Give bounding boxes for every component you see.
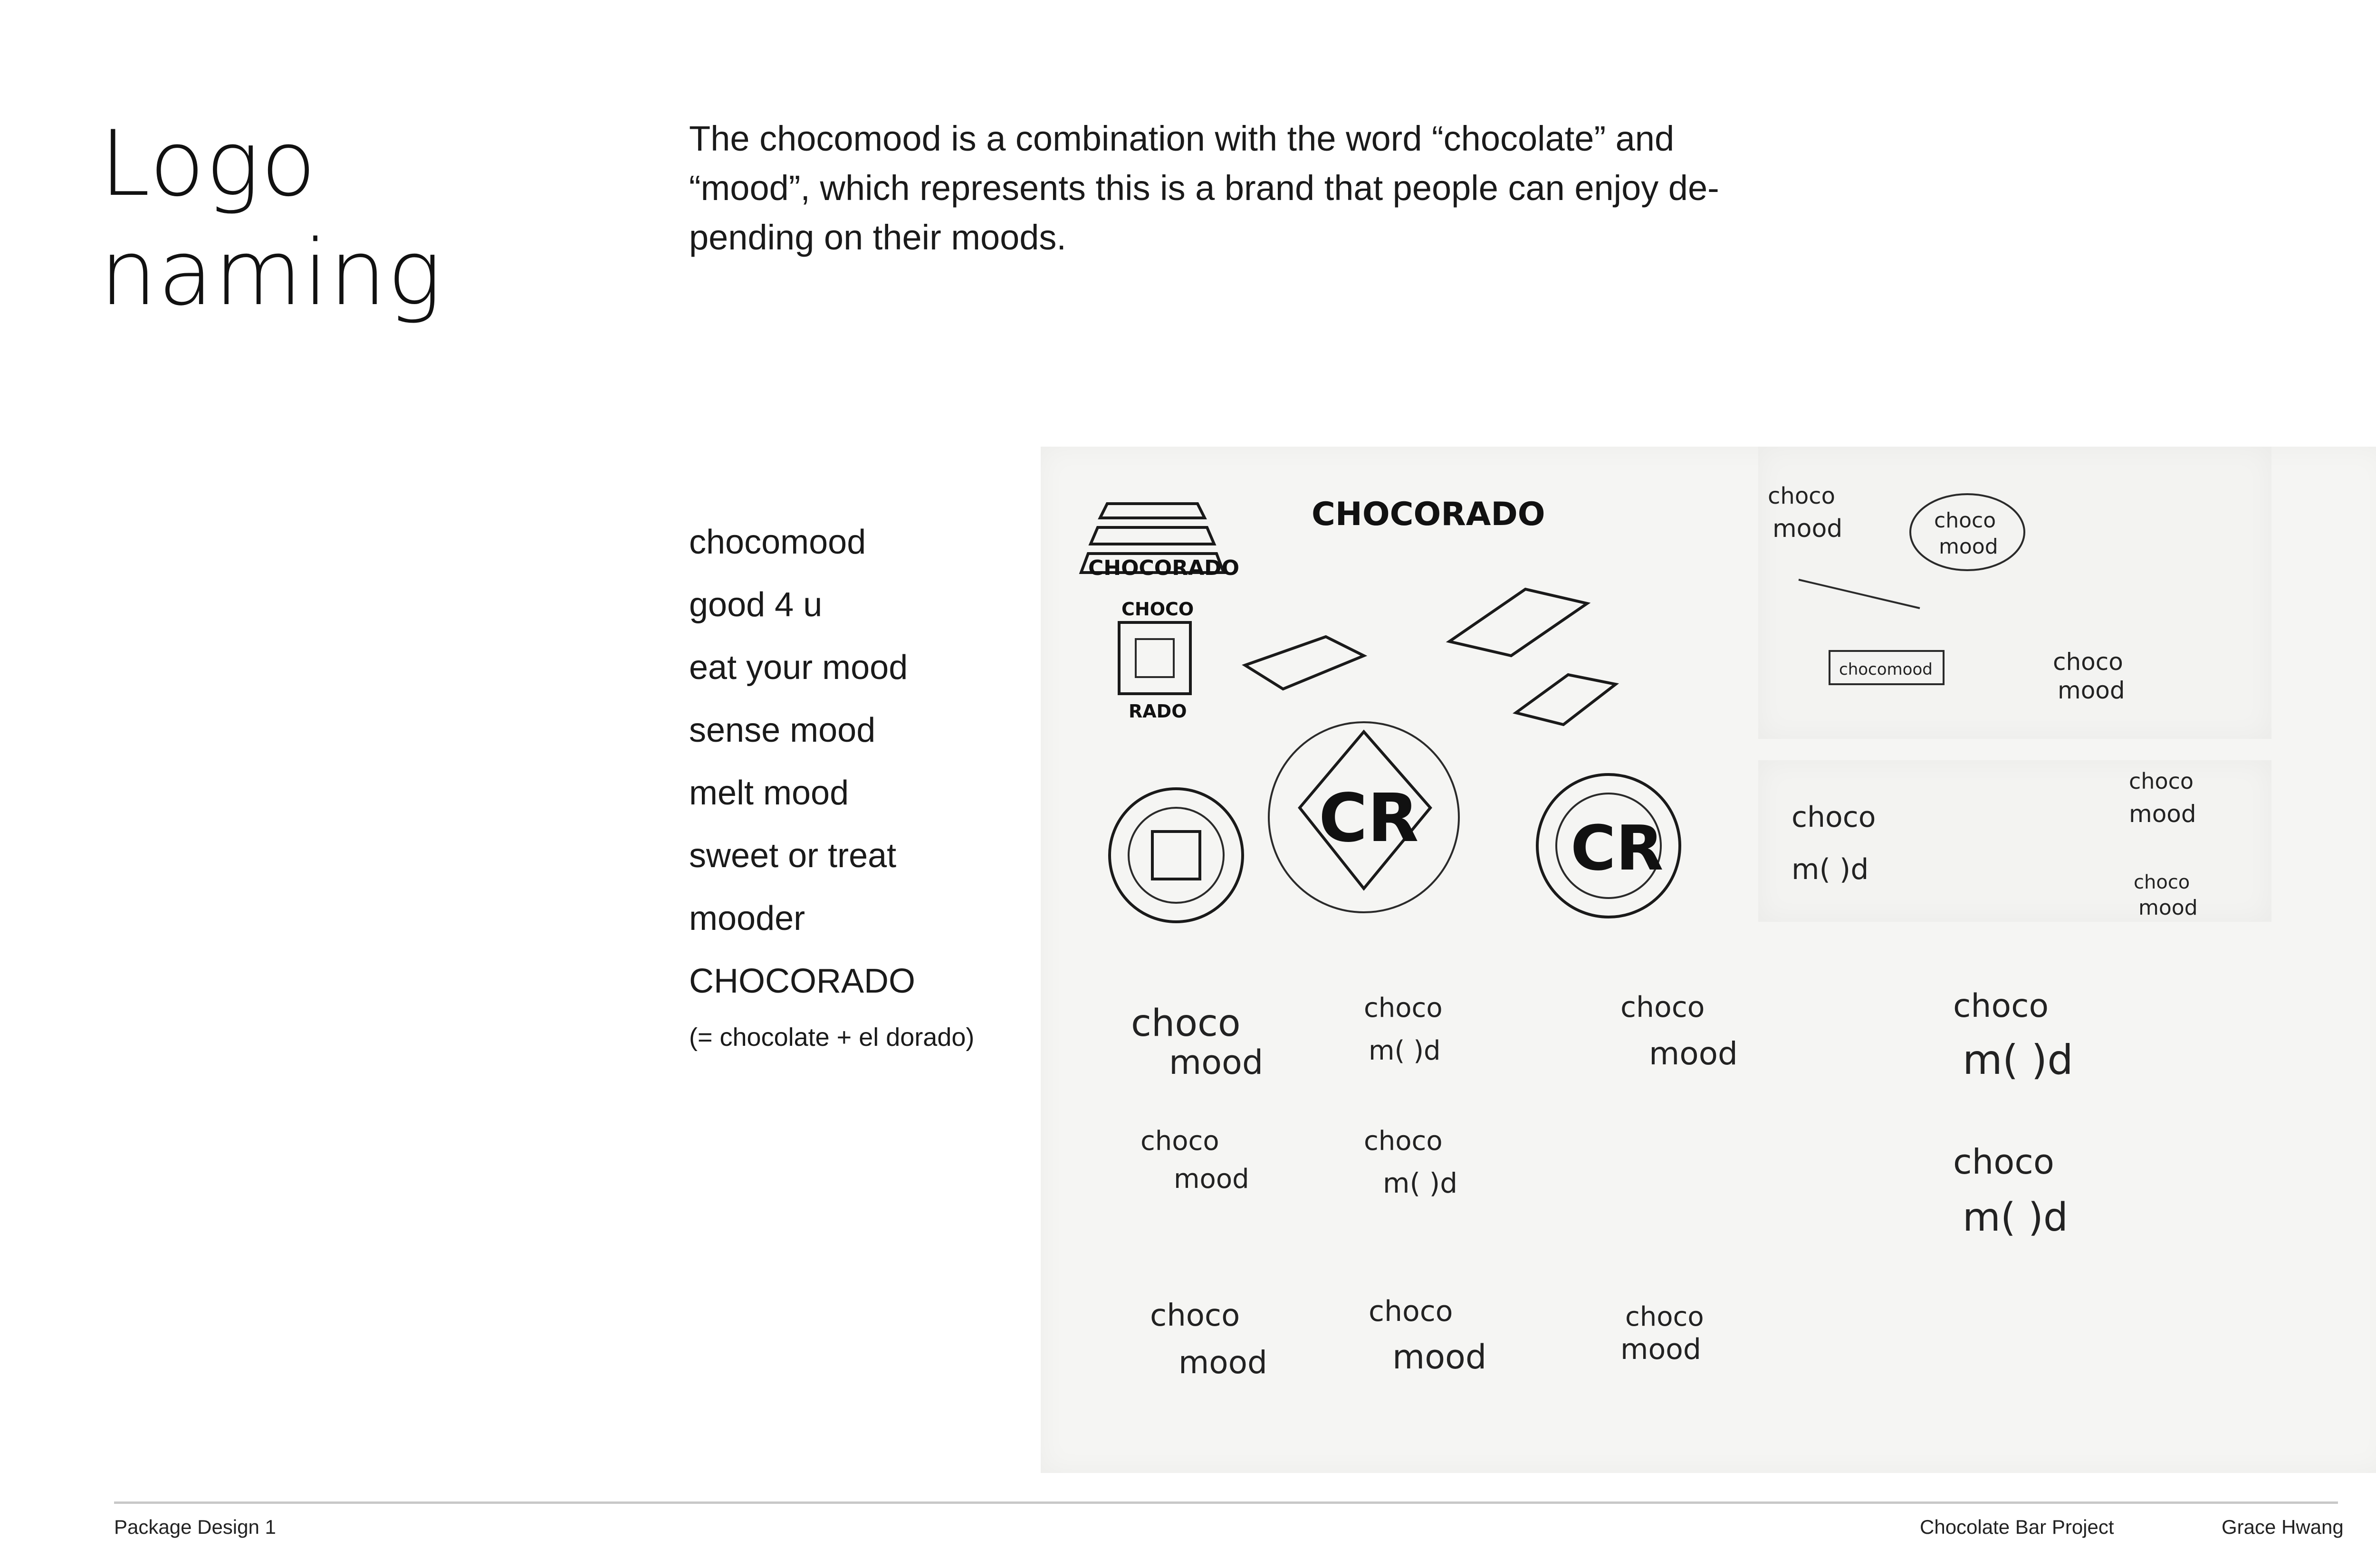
- sketch-a-mood-3: mood: [2058, 677, 2125, 704]
- bar-small-sketch: [1516, 675, 1616, 725]
- name-list: [689, 511, 998, 1062]
- name-item: melt mood: [689, 774, 849, 812]
- sketch-b-choco-2: choco: [2129, 768, 2194, 794]
- sketch-a-choco-2: choco: [1934, 508, 1996, 533]
- name-item: sweet or treat: [689, 837, 897, 875]
- sketch-choco-6: choco: [1364, 1126, 1443, 1157]
- footer-project: Chocolate Bar Project: [1920, 1516, 2114, 1538]
- sketch-cr-monogram: CR: [1319, 780, 1419, 857]
- sketch-mood-5: mood: [1174, 1164, 1249, 1195]
- sketch-mood-8: mood: [1178, 1344, 1267, 1381]
- name-item: chocomood: [689, 523, 866, 561]
- sketch-choco-8: choco: [1150, 1298, 1240, 1333]
- sketch-mood-10: mood: [1620, 1333, 1701, 1366]
- sketch-mood-6: m( )d: [1383, 1167, 1458, 1199]
- logo-sketch-sheet-2: [1758, 447, 2271, 739]
- sketch-choco-5: choco: [1140, 1126, 1219, 1157]
- sketch-choco-10: choco: [1625, 1301, 1704, 1332]
- bar-grid-sketch: [1449, 589, 1587, 656]
- sketch-choco-4: choco: [1953, 987, 2049, 1025]
- bar-perspective-sketch: [1245, 637, 1364, 689]
- sketch-choco-9: choco: [1369, 1295, 1453, 1328]
- title-line-2: naming: [100, 220, 443, 325]
- square-block-sketch: [1119, 622, 1190, 694]
- sketch-choco-7: choco: [1953, 1142, 2054, 1182]
- sketch-b-choco-1: choco: [1792, 801, 1876, 834]
- cr-monogram-sketch: [1269, 722, 1459, 912]
- sketch-a-mood-2: mood: [1939, 535, 1998, 559]
- sketch-mood-4: m( )d: [1963, 1036, 2073, 1084]
- sketch-mood-7: m( )d: [1963, 1195, 2068, 1240]
- sketch-choco-1: choco: [1131, 1002, 1241, 1045]
- name-item: CHOCORADO: [689, 962, 916, 1000]
- sketch-a-choco-1: choco: [1768, 483, 1835, 509]
- page-title: [100, 109, 442, 328]
- name-note: (= chocolate + el dorado): [689, 1023, 975, 1052]
- sketch-b-mood-3: mood: [2138, 896, 2198, 920]
- sketch-a-stroke: [1799, 580, 1920, 608]
- footer-course: Package Design 1: [114, 1516, 276, 1538]
- sketch-chocorado-word: CHOCORADO: [1312, 496, 1545, 533]
- sketch-cr-seal: CR: [1571, 812, 1664, 884]
- sketch-mood-1: mood: [1169, 1043, 1264, 1082]
- sketch-b-choco-3: choco: [2134, 871, 2190, 893]
- name-item: good 4 u: [689, 586, 823, 624]
- sketch-mood-9: mood: [1392, 1338, 1487, 1377]
- sketch-mood-3: mood: [1649, 1035, 1738, 1072]
- sketch-rado-label: RADO: [1129, 701, 1187, 722]
- sketch-b-mood-2: mood: [2129, 800, 2196, 828]
- sketch-mood-2: m( )d: [1369, 1035, 1441, 1066]
- footer-author: Grace Hwang: [2222, 1516, 2344, 1538]
- name-item: eat your mood: [689, 649, 908, 687]
- sketch-b-mood-1: m( )d: [1792, 853, 1869, 886]
- handwritten-variations: [1131, 987, 2073, 1381]
- round-seal-sketch: [1110, 789, 1243, 922]
- sketch-a-mood-1: mood: [1772, 515, 1843, 543]
- sketch-choco-2: choco: [1364, 993, 1443, 1023]
- sketch-chocorado-small: CHOCORADO: [1088, 556, 1240, 580]
- sketch-choco-3: choco: [1620, 991, 1705, 1024]
- sketch-a-choco-3: choco: [2053, 648, 2123, 676]
- name-item: sense mood: [689, 711, 876, 749]
- title-line-1: Logo: [100, 111, 317, 216]
- intro-paragraph: The chocomood is a combination with the word “chocolate” and “mood”, which represents this is a brand that people can enjoy de-pending on their moods.: [689, 119, 1719, 257]
- logo-sketch-drawing-2: [1758, 447, 2271, 739]
- cr-seal-sketch: [1537, 774, 1680, 917]
- sketch-a-box-label: chocomood: [1839, 660, 1933, 679]
- logo-sketch-drawing-3: [1758, 760, 2271, 922]
- name-item: mooder: [689, 899, 805, 937]
- sketch-choco-label: CHOCO: [1121, 599, 1194, 620]
- footer-divider: [114, 1501, 2338, 1504]
- logo-sketch-sheet-3: [1758, 760, 2271, 922]
